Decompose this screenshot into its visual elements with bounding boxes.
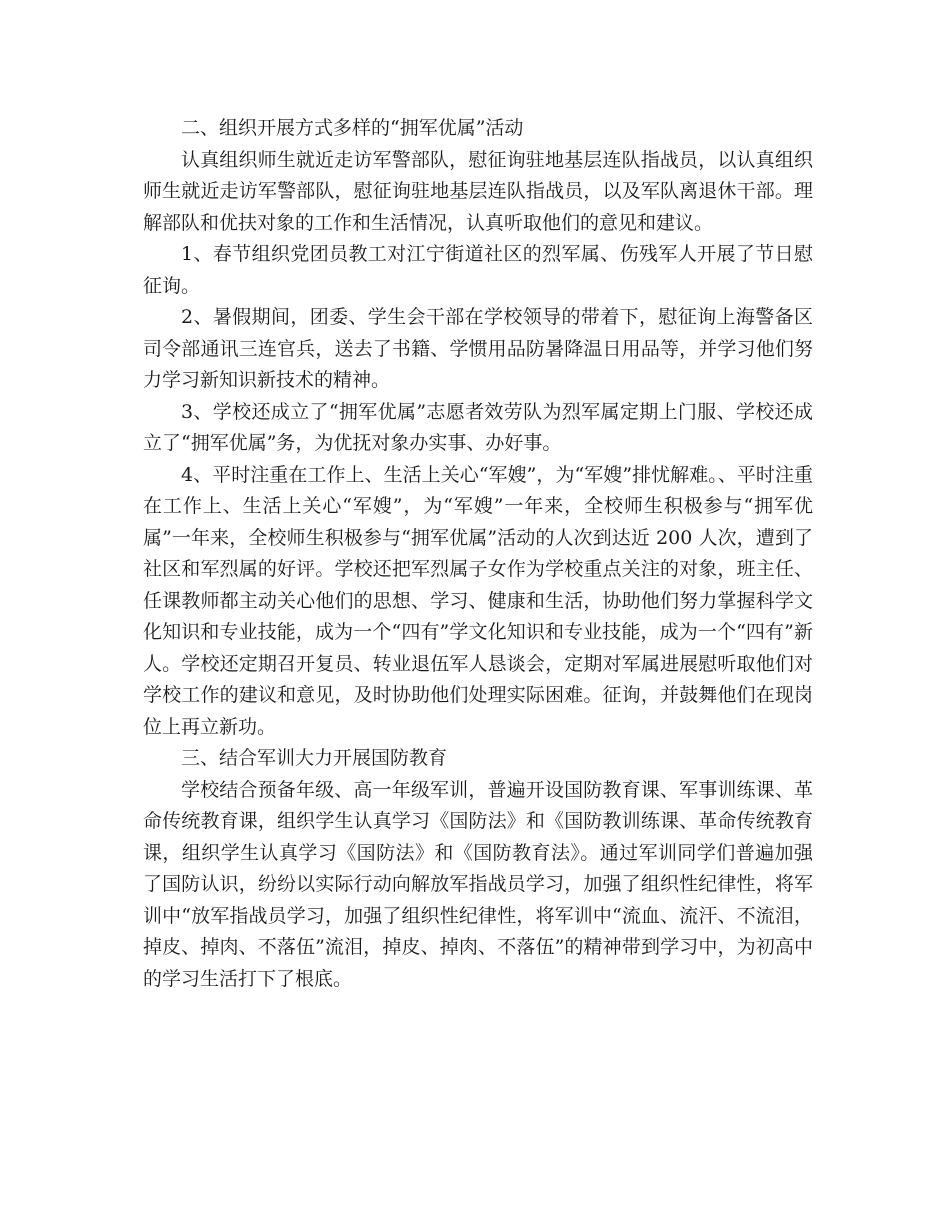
list-item-1: 1、春节组织党团员教工对江宁街道社区的烈军属、伤残军人开展了节日慰征询。 bbox=[143, 243, 813, 297]
list-item-3: 3、学校还成立了“拥军优属”志愿者效劳队为烈军属定期上门服、学校还成立了“拥军优属”务，为优抚对象办实事、办好事。 bbox=[143, 400, 813, 454]
paragraph-military-training: 学校结合预备年级、高一年级军训，普遍开设国防教育课、军事训练课、革命传统教育课，组织学生认真学习《国防法》和《国防教训练课、革命传统教育课，组织学生认真学习《国防法》和《国防教育法》。通过军训同学们普遍加强了国防认识，纷纷以实际行动向解放军指战员学习，加强了组织性纪律性，将军训中“放军指战员学习，加强了组织性纪律性，将军训中“流血、流汗、不流泪，掉皮、掉肉、不落伍”流泪，掉皮、掉肉、不落伍”的精神带到学习中，为初高中的学习生活打下了根底。 bbox=[143, 778, 813, 990]
document-body bbox=[143, 113, 813, 995]
list-item-4: 4、平时注重在工作上、生活上关心“军嫂”，为“军嫂”排忧解难。、平时注重在工作上、生活上关心“军嫂”，为“军嫂”一年来，全校师生积极参与“拥军优属”一年来，全校师生积极参与“拥军优属”活动的人次到达近 200 人次，遭到了社区和军烈属的好评。学校还把军烈属子女作为学校重点关注的对象，班主任、任课教师都主动关心他们的思想、学习、健康和生活，协助他们努力掌握科学文化知识和专业技能，成为一个“四有”学文化知识和专业技能，成为一个“四有”新人。学校还定期召开复员、转业退伍军人恳谈会，定期对军属进展慰听取他们对学校工作的建议和意见，及时协助他们处理实际困难。征询，并鼓舞他们在现岗位上再立新功。 bbox=[143, 463, 813, 738]
paragraph-visit-troops: 认真组织师生就近走访军警部队，慰征询驻地基层连队指战员，以认真组织师生就近走访军警部队，慰征询驻地基层连队指战员，以及军队离退休干部。理解部队和优扶对象的工作和生活情况，认真听取他们的意见和建议。 bbox=[143, 148, 813, 234]
section-heading-2: 二、组织开展方式多样的“拥军优属”活动 bbox=[181, 117, 524, 139]
section-heading-3: 三、结合军训大力开展国防教育 bbox=[181, 747, 448, 769]
list-item-2: 2、暑假期间，团委、学生会干部在学校领导的带着下，慰征询上海警备区司令部通讯三连官兵，送去了书籍、学惯用品防暑降温日用品等，并学习他们努力学习新知识新技术的精神。 bbox=[143, 306, 813, 391]
